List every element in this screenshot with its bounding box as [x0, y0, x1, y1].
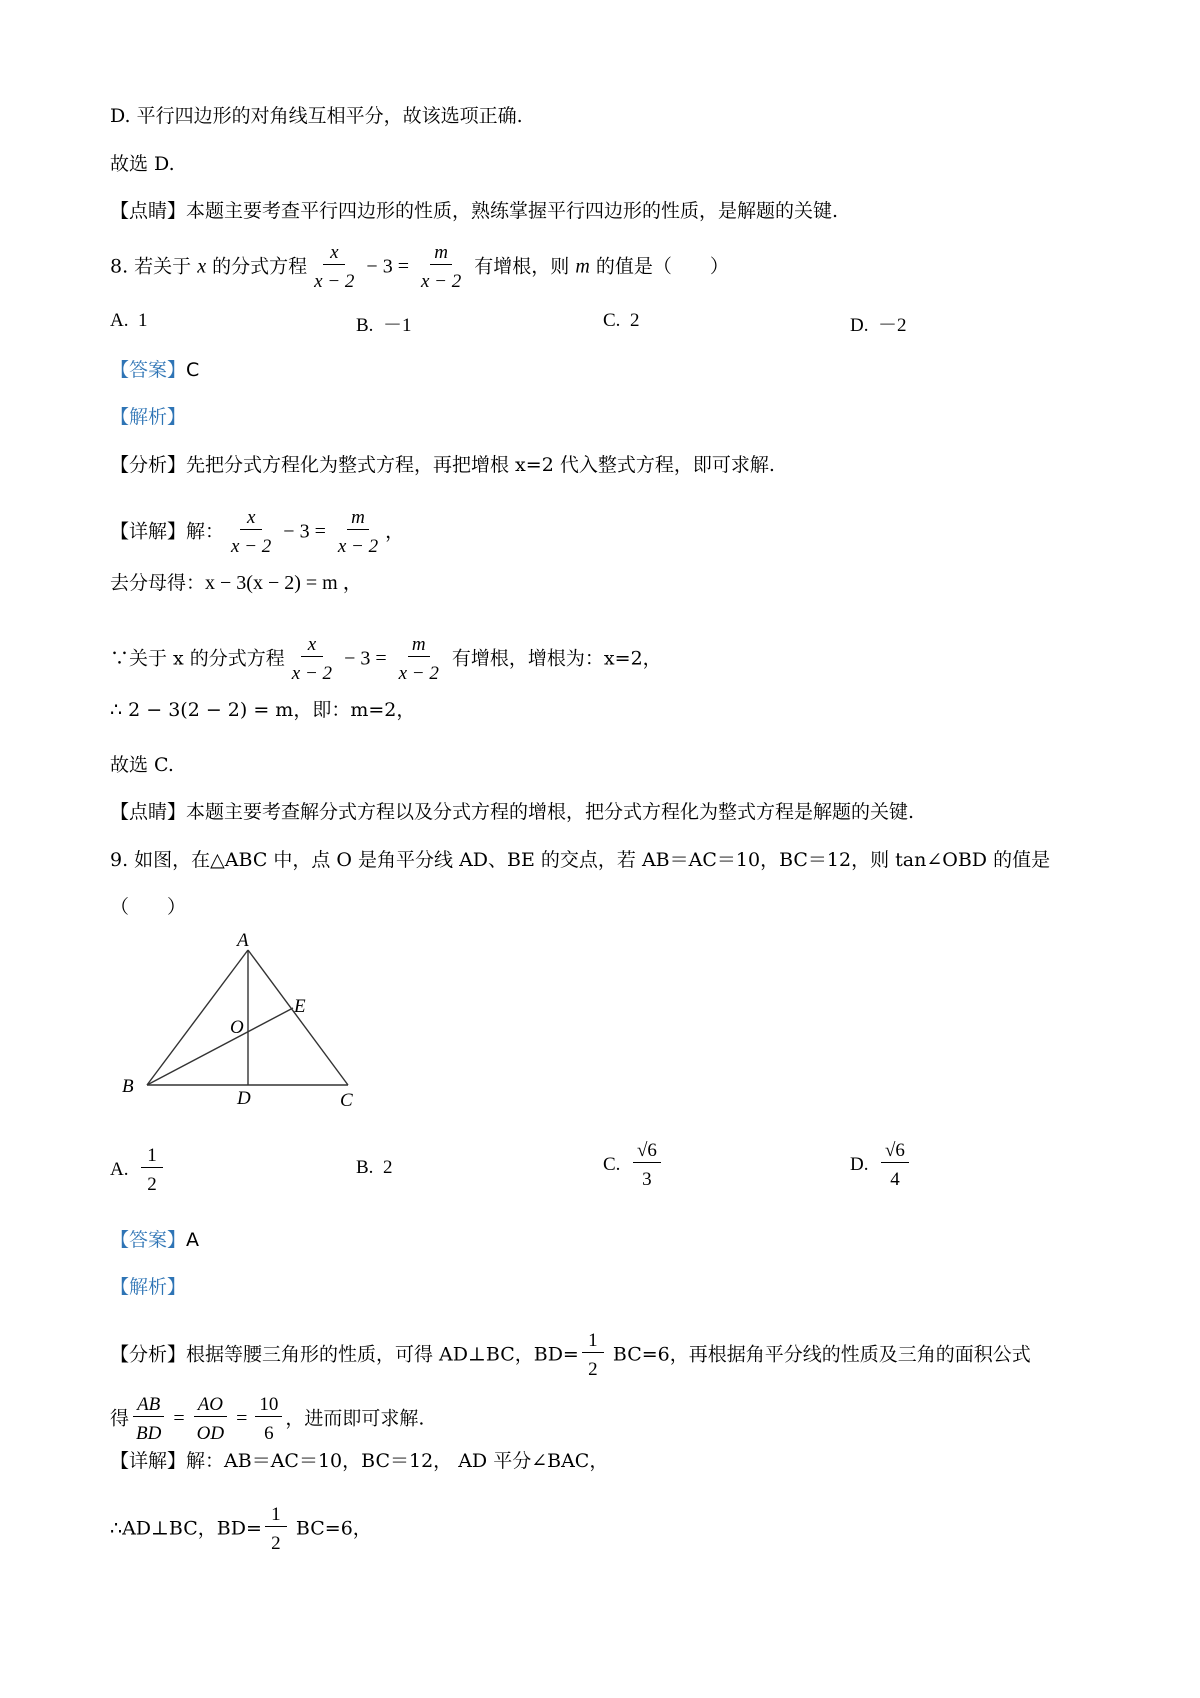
fenxi-label: 【分析】: [110, 1343, 187, 1366]
fraction: [265, 1504, 287, 1555]
q9-stem: 9. 如图，在△ABC 中，点 O 是角平分线 AD、BE 的交点，若 AB＝AC＝10，BC＝12，则 tan∠OBD 的值是: [110, 849, 1051, 871]
detail-text: 解：AB＝AC＝10，BC＝12， AD 平分∠BAC，: [186, 1450, 609, 1472]
denominator: OD: [196, 1423, 225, 1444]
stem-text: 的值是（ ）: [589, 255, 729, 278]
q7-option-d-explanation: D. 平行四边形的对角线互相平分，故该选项正确.: [110, 105, 523, 127]
punctuation: ，: [385, 520, 405, 543]
q8-option-d: [850, 310, 907, 337]
option-label: B.: [356, 315, 374, 336]
detail-label: 【详解】: [110, 1450, 187, 1472]
q7-comment: [110, 199, 838, 223]
q9-analysis-label: 【解析】: [110, 1276, 187, 1298]
fenxi-label: 【分析】: [110, 454, 187, 476]
segment-be: [147, 1008, 293, 1085]
fenxi-text: BC=6，再根据角平分线的性质及三角的面积公式: [606, 1343, 1031, 1366]
math-text: − 3 =: [339, 647, 392, 670]
denominator: 2: [271, 1533, 281, 1554]
equals: =: [168, 1407, 190, 1430]
numerator: AB: [133, 1394, 164, 1417]
option-label: D.: [850, 1153, 869, 1175]
fraction: [633, 1140, 661, 1191]
text: 得: [110, 1407, 130, 1430]
denominator: x − 2: [337, 536, 379, 557]
q9-fenxi: [110, 1330, 1031, 1381]
step-text: 有增根，增根为：x=2，: [445, 647, 662, 670]
q8-detail: [110, 507, 404, 558]
denominator: 6: [264, 1423, 274, 1444]
side-ac: [248, 950, 348, 1085]
numerator: AO: [194, 1394, 227, 1417]
q9-option-d: [850, 1140, 912, 1191]
denominator: x − 2: [398, 663, 439, 684]
q8-conclusion: 故选 C.: [110, 754, 174, 776]
q8-step3: ∴ 2 − 3(2 − 2) = m，即：m=2，: [110, 699, 416, 721]
fraction: [582, 1330, 604, 1381]
fraction: [417, 242, 465, 293]
math-text: − 3 =: [278, 520, 331, 543]
label-b: B: [122, 1076, 134, 1097]
q8-option-a: [110, 310, 147, 332]
q8-analysis-label: 【解析】: [110, 406, 187, 428]
var-x: x: [197, 255, 207, 278]
q9-option-a: [110, 1145, 166, 1196]
answer-label: 【答案】: [110, 359, 187, 381]
label-c: C: [340, 1090, 353, 1111]
step-label: 去分母得：: [110, 572, 206, 594]
math-text: − 3 =: [361, 255, 414, 278]
option-label: A.: [110, 310, 129, 331]
option-value: －1: [382, 315, 412, 336]
fraction: [288, 634, 336, 685]
q9-option-b: [356, 1157, 392, 1179]
fraction: [334, 507, 382, 558]
option-label: B.: [356, 1157, 374, 1178]
denominator: 3: [642, 1169, 652, 1190]
option-value: 1: [137, 310, 148, 331]
q9-paren: （ ）: [110, 896, 187, 918]
q9-step1: [110, 1504, 372, 1555]
detail-text: 解：: [186, 520, 225, 543]
answer-label: 【答案】: [110, 1229, 187, 1251]
label-d: D: [237, 1088, 251, 1109]
step-text: ∵关于 x 的分式方程: [110, 647, 285, 670]
option-value: －2: [877, 315, 907, 336]
var-m: m: [575, 255, 590, 278]
triangle-figure: [100, 930, 380, 1130]
numerator: m: [408, 634, 430, 657]
option-label: C.: [603, 310, 621, 331]
q8-stem: [110, 242, 729, 293]
numerator: x: [323, 242, 345, 265]
fenxi-text: 先把分式方程化为整式方程，再把增根 x=2 代入整式方程，即可求解.: [186, 454, 775, 476]
denominator: x − 2: [231, 536, 272, 557]
numerator: 10: [255, 1394, 282, 1417]
numerator: m: [347, 507, 369, 530]
q9-answer: [110, 1228, 199, 1252]
numerator: m: [430, 242, 452, 265]
q9-option-c: [603, 1140, 664, 1191]
fraction: [132, 1394, 165, 1445]
numerator: 1: [582, 1330, 604, 1353]
fraction: [310, 242, 358, 293]
q9-detail: [110, 1449, 608, 1473]
option-label: D.: [850, 315, 869, 336]
q8-step2: [110, 634, 662, 685]
fraction: [193, 1394, 228, 1445]
comment-label: 【点睛】: [110, 801, 187, 823]
numerator: √6: [881, 1140, 909, 1163]
denominator: 2: [588, 1359, 598, 1380]
label-e: E: [294, 996, 306, 1017]
denominator: 2: [147, 1174, 157, 1195]
option-value: 2: [629, 310, 640, 331]
denominator: 4: [890, 1169, 900, 1190]
q8-answer: [110, 358, 199, 382]
numerator: x: [240, 507, 262, 530]
q7-conclusion: 故选 D.: [110, 153, 175, 175]
equals: =: [231, 1407, 253, 1430]
numerator: √6: [633, 1140, 661, 1163]
comment-text: 本题主要考查解分式方程以及分式方程的增根，把分式方程化为整式方程是解题的关键.: [186, 801, 915, 823]
q9-ratio: [110, 1394, 424, 1445]
denominator: x − 2: [291, 663, 333, 684]
numerator: 1: [141, 1145, 163, 1168]
answer-value: A: [186, 1229, 200, 1251]
fenxi-text: 根据等腰三角形的性质，可得 AD⊥BC，BD=: [186, 1343, 579, 1366]
denominator: x − 2: [420, 271, 462, 292]
option-value: 2: [382, 1157, 393, 1178]
step-text: BC=6，: [289, 1517, 372, 1540]
q8-fenxi: [110, 453, 775, 477]
answer-value: C: [186, 359, 200, 381]
numerator: x: [301, 634, 323, 657]
q8-option-b: [356, 310, 411, 337]
q8-option-c: [603, 310, 639, 332]
text: ，进而即可求解.: [285, 1407, 425, 1430]
numerator: 1: [265, 1504, 287, 1527]
denominator: BD: [136, 1423, 162, 1444]
fraction: [227, 507, 275, 558]
fraction: [881, 1140, 909, 1191]
option-label: A.: [110, 1158, 129, 1180]
step-text: ∴AD⊥BC，BD=: [110, 1517, 262, 1540]
label-a: A: [237, 930, 249, 951]
q8-comment: [110, 800, 914, 824]
fraction: [141, 1145, 163, 1196]
label-o: O: [230, 1017, 244, 1038]
fraction: [255, 1394, 282, 1445]
comment-text: 本题主要考查平行四边形的性质，熟练掌握平行四边形的性质，是解题的关键.: [186, 200, 839, 222]
comment-label: 【点睛】: [110, 200, 187, 222]
stem-text: 有增根，则: [468, 255, 576, 278]
stem-text: 8. 若关于: [110, 255, 198, 278]
q8-step1: [110, 571, 363, 595]
denominator: x − 2: [314, 271, 355, 292]
step-math: x − 3(x − 2) = m ，: [205, 572, 363, 594]
fraction: [395, 634, 443, 685]
option-label: C.: [603, 1153, 621, 1175]
detail-label: 【详解】: [110, 520, 187, 543]
stem-text: 的分式方程: [206, 255, 308, 278]
